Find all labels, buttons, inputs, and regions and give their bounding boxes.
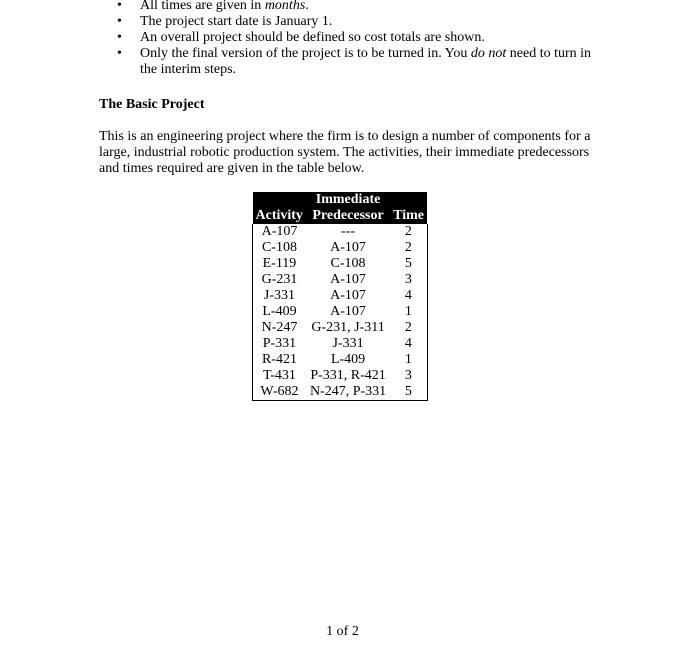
bullet-text-tail: need to turn in the interim steps. — [140, 46, 592, 77]
header-time: Time — [390, 192, 427, 224]
cell-time: 4 — [390, 288, 427, 304]
bullet-text: An overall project should be defined so cost totals are shown. — [140, 30, 485, 45]
cell-predecessor: J-331 — [332, 336, 364, 351]
bullet-item — [117, 14, 597, 30]
cell-activity: T-431 — [253, 368, 306, 384]
table-row — [253, 384, 428, 401]
bullet-text: All times are given in — [140, 0, 265, 13]
table-row — [253, 272, 428, 288]
table-row — [253, 240, 428, 256]
cell-predecessor: --- — [341, 224, 356, 239]
bullet-item — [117, 46, 597, 78]
cell-predecessor: P-331, R-421 — [310, 368, 386, 383]
cell-activity: P-331 — [253, 336, 306, 352]
cell-activity: A-107 — [253, 224, 306, 240]
bullet-text-tail: . — [305, 0, 309, 13]
table-row — [253, 288, 428, 304]
cell-predecessor: C-108 — [330, 256, 366, 271]
table-row — [253, 304, 428, 320]
table-row — [253, 336, 428, 352]
bullet-text: The project start date is January 1. — [140, 14, 333, 29]
table-header — [253, 192, 428, 224]
activity-table — [252, 192, 428, 401]
cell-predecessor: A-107 — [330, 304, 366, 319]
cell-predecessor: G-231, J-311 — [311, 320, 385, 335]
cell-activity: E-119 — [253, 256, 306, 272]
bullet-icon: • — [117, 0, 122, 13]
table-row — [253, 368, 428, 384]
cell-predecessor: N-247, P-331 — [306, 384, 390, 401]
intro-paragraph: This is an engineering project where the firm is to design a number of components for a large, industrial robotic production system. The activities, their immediate predecessors and times required are given in the table below. — [99, 129, 591, 176]
header-activity: Activity — [253, 192, 306, 224]
section-heading: The Basic Project — [99, 97, 205, 112]
bullet-item — [117, 30, 597, 46]
cell-activity: G-231 — [253, 272, 306, 288]
cell-predecessor: A-107 — [330, 240, 366, 255]
bullet-icon: • — [117, 30, 122, 45]
cell-activity: C-108 — [253, 240, 306, 256]
cell-activity: L-409 — [253, 304, 306, 320]
cell-activity: J-331 — [253, 288, 306, 304]
cell-activity: W-682 — [253, 384, 306, 401]
cell-activity: N-247 — [253, 320, 306, 336]
page-number: 1 of 2 — [326, 624, 359, 639]
header-predecessor: Immediate Predecessor — [306, 192, 390, 224]
table-body — [253, 224, 428, 401]
cell-time: 2 — [390, 224, 427, 240]
table-row — [253, 256, 428, 272]
cell-time: 2 — [390, 320, 427, 336]
bullet-icon: • — [117, 14, 122, 29]
cell-time: 5 — [390, 384, 427, 401]
cell-time: 1 — [390, 304, 427, 320]
cell-predecessor: L-409 — [330, 352, 366, 367]
table-row — [253, 224, 428, 240]
table-row — [253, 320, 428, 336]
bullet-icon: • — [117, 46, 122, 61]
table-row — [253, 352, 428, 368]
cell-predecessor: A-107 — [330, 272, 366, 287]
bullet-emphasis: months — [264, 0, 306, 13]
bullet-item — [117, 0, 597, 14]
cell-time: 2 — [390, 240, 427, 256]
cell-predecessor: A-107 — [330, 288, 366, 303]
cell-time: 5 — [390, 256, 427, 272]
bullet-emphasis: do not — [470, 46, 507, 61]
bullet-text: Only the final version of the project is to be turned in. You — [140, 46, 471, 61]
cell-time: 4 — [390, 336, 427, 352]
cell-time: 3 — [390, 368, 427, 384]
cell-time: 1 — [390, 352, 427, 368]
cell-activity: R-421 — [253, 352, 306, 368]
cell-time: 3 — [390, 272, 427, 288]
bullet-list — [117, 0, 597, 78]
